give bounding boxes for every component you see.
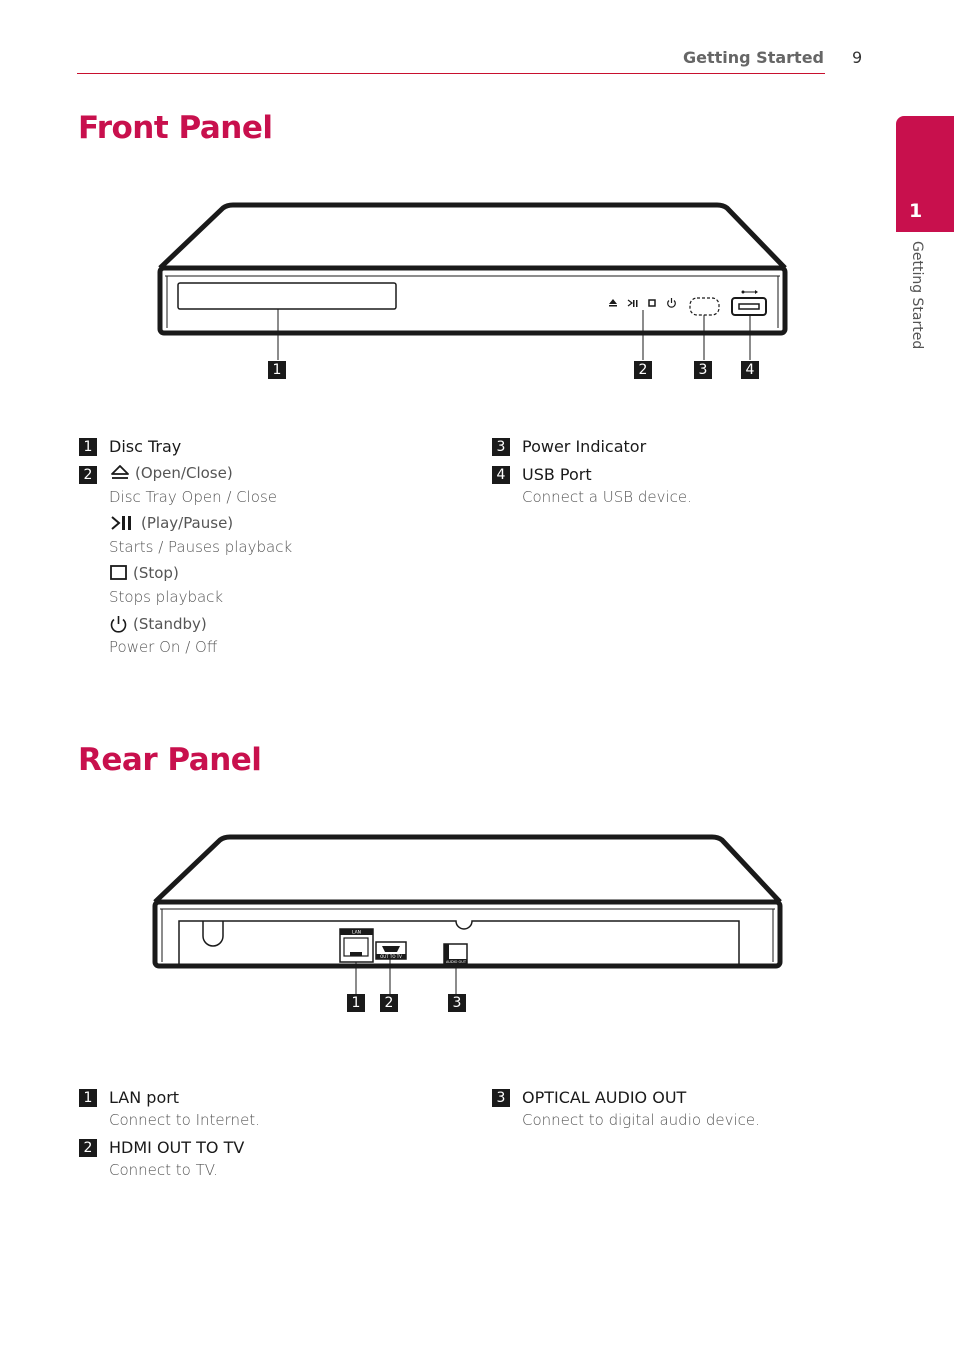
open-close-name: (Open/Close) xyxy=(135,464,233,482)
rear-lan-label: LAN xyxy=(351,930,362,936)
stop-desc: Stops playback xyxy=(109,588,224,606)
rear-legend-callout-2: 2 xyxy=(79,1139,97,1157)
optical-audio-desc: Connect to digital audio device. xyxy=(522,1111,760,1129)
play-pause-row xyxy=(109,514,233,532)
standby-desc: Power On / Off xyxy=(109,638,218,656)
play-pause-desc: Starts / Pauses playback xyxy=(109,538,293,556)
eject-icon xyxy=(109,464,131,482)
open-close-row xyxy=(109,464,233,482)
running-header-title: Getting Started xyxy=(683,48,824,67)
front-usb-port xyxy=(732,298,766,315)
rear-panel-diagram xyxy=(150,832,790,1022)
rear-hdmi-label: OUT TO TV xyxy=(380,954,402,959)
chapter-tab-number: 1 xyxy=(909,200,923,222)
chapter-tab xyxy=(896,116,954,232)
hdmi-out-desc: Connect to TV. xyxy=(109,1161,218,1179)
front-diagram-callout-3: 3 xyxy=(694,361,712,379)
front-panel-title: Front Panel xyxy=(78,110,273,146)
usb-port-label: USB Port xyxy=(522,465,592,484)
rear-diagram-callout-3: 3 xyxy=(448,994,466,1012)
header-rule xyxy=(77,73,825,74)
legend-callout-4: 4 xyxy=(492,466,510,484)
rear-legend-callout-3: 3 xyxy=(492,1089,510,1107)
hdmi-out-label: HDMI OUT TO TV xyxy=(109,1138,245,1157)
front-diagram-callout-1: 1 xyxy=(268,361,286,379)
play-pause-icon xyxy=(109,514,137,532)
legend-callout-1: 1 xyxy=(79,438,97,456)
rear-diagram-callout-2: 2 xyxy=(380,994,398,1012)
standby-row xyxy=(109,615,207,633)
chapter-tab-label: Getting Started xyxy=(909,241,925,350)
power-icon xyxy=(109,615,129,633)
front-diagram-callout-2: 2 xyxy=(634,361,652,379)
standby-name: (Standby) xyxy=(133,615,207,633)
rear-hdmi-port xyxy=(376,942,406,959)
legend-callout-2: 2 xyxy=(79,466,97,484)
lan-port-label: LAN port xyxy=(109,1088,180,1107)
rear-optical-label: AUDIO OUT xyxy=(445,960,467,964)
power-indicator-label: Power Indicator xyxy=(522,437,647,456)
stop-name: (Stop) xyxy=(133,564,179,582)
stop-row xyxy=(109,564,179,582)
lan-port-desc: Connect to Internet. xyxy=(109,1111,260,1129)
open-close-desc: Disc Tray Open / Close xyxy=(109,488,278,506)
rear-diagram-callout-1: 1 xyxy=(347,994,365,1012)
front-diagram-callout-4: 4 xyxy=(741,361,759,379)
rear-legend-callout-1: 1 xyxy=(79,1089,97,1107)
disc-tray-label: Disc Tray xyxy=(109,437,182,456)
usb-port-desc: Connect a USB device. xyxy=(522,488,692,506)
optical-audio-label: OPTICAL AUDIO OUT xyxy=(522,1088,687,1107)
rear-panel-title: Rear Panel xyxy=(78,742,262,778)
stop-icon xyxy=(109,564,129,582)
page-number: 9 xyxy=(852,48,863,67)
play-pause-name: (Play/Pause) xyxy=(141,514,234,532)
rear-optical-port xyxy=(444,944,467,964)
rear-lan-port xyxy=(340,929,373,962)
legend-callout-3: 3 xyxy=(492,438,510,456)
